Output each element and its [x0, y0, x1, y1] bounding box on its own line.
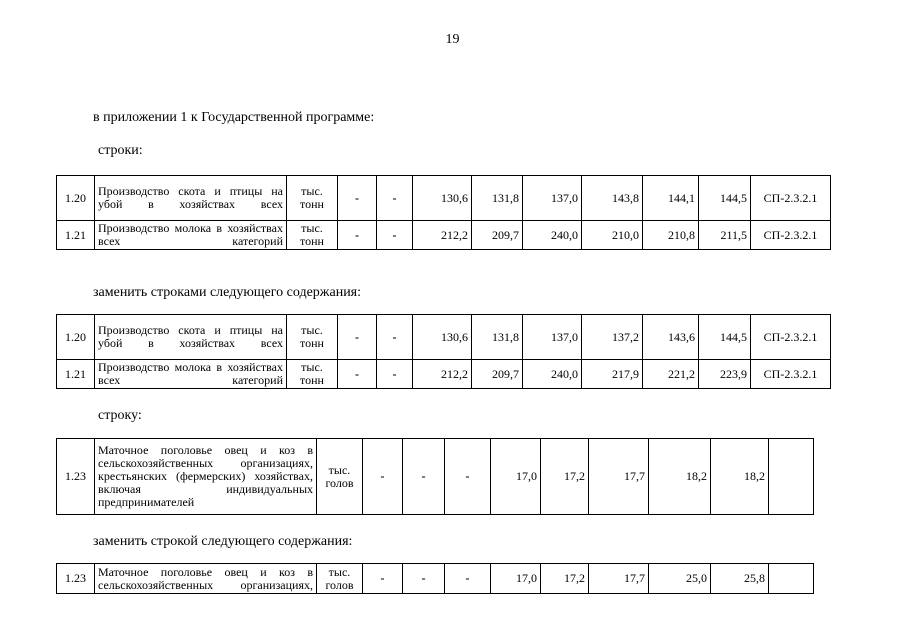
value-cell: 25,8 — [711, 564, 769, 594]
row-number: 1.23 — [57, 564, 95, 594]
row-number: 1.21 — [57, 360, 95, 389]
value-cell: 143,6 — [643, 315, 699, 360]
row-code — [769, 439, 814, 515]
row-unit: тыс. тонн — [287, 315, 338, 360]
value-cell: 212,2 — [413, 221, 472, 250]
value-cell: 212,2 — [413, 360, 472, 389]
row-number: 1.20 — [57, 315, 95, 360]
row-number: 1.20 — [57, 176, 95, 221]
value-cell: - — [363, 564, 403, 594]
value-cell: 131,8 — [472, 176, 523, 221]
intro-text: в приложении 1 к Государственной программе: — [93, 110, 375, 125]
value-cell: - — [445, 439, 491, 515]
value-cell: - — [377, 315, 413, 360]
table-row — [57, 221, 831, 250]
value-cell: 17,0 — [491, 564, 541, 594]
value-cell: - — [338, 315, 377, 360]
value-cell: 130,6 — [413, 176, 472, 221]
value-cell: 17,2 — [541, 439, 589, 515]
value-cell: - — [403, 564, 445, 594]
row-code: СП-2.3.2.1 — [751, 315, 831, 360]
row-number: 1.21 — [57, 221, 95, 250]
table-row — [57, 564, 814, 594]
value-cell: 209,7 — [472, 360, 523, 389]
value-cell: 221,2 — [643, 360, 699, 389]
row-number: 1.23 — [57, 439, 95, 515]
table-new-row — [56, 563, 814, 594]
value-cell: 17,0 — [491, 439, 541, 515]
table-new-rows — [56, 314, 831, 389]
value-cell: 210,0 — [582, 221, 643, 250]
row-description: Производство скота и птицы на убой в хозяйствах всех — [95, 315, 287, 360]
value-cell: - — [403, 439, 445, 515]
table-old-row — [56, 438, 814, 515]
value-cell: - — [377, 360, 413, 389]
value-cell: - — [377, 221, 413, 250]
value-cell: 240,0 — [523, 221, 582, 250]
row-unit: тыс. голов — [317, 564, 363, 594]
value-cell: 210,8 — [643, 221, 699, 250]
row-unit: тыс. тонн — [287, 221, 338, 250]
table-row — [57, 315, 831, 360]
row-unit: тыс. тонн — [287, 360, 338, 389]
label-replace-rows: заменить строками следующего содержания: — [93, 285, 362, 300]
value-cell: 18,2 — [711, 439, 769, 515]
value-cell: - — [363, 439, 403, 515]
value-cell: - — [338, 176, 377, 221]
row-description: Производство скота и птицы на убой в хозяйствах всех — [95, 176, 287, 221]
row-code — [769, 564, 814, 594]
value-cell: 211,5 — [699, 221, 751, 250]
value-cell: 131,8 — [472, 315, 523, 360]
value-cell: 144,1 — [643, 176, 699, 221]
table-old-rows — [56, 175, 831, 250]
row-description: Маточное поголовье овец и коз в сельскохозяйственных организациях, — [95, 564, 317, 594]
value-cell: 137,0 — [523, 315, 582, 360]
value-cell: - — [377, 176, 413, 221]
row-unit: тыс. тонн — [287, 176, 338, 221]
value-cell: 25,0 — [649, 564, 711, 594]
value-cell: - — [338, 221, 377, 250]
value-cell: 137,2 — [582, 315, 643, 360]
value-cell: 17,7 — [589, 564, 649, 594]
row-description: Производство молока в хозяйствах всех категорий — [95, 221, 287, 250]
value-cell: - — [338, 360, 377, 389]
value-cell: 217,9 — [582, 360, 643, 389]
label-row: строку: — [98, 408, 142, 423]
value-cell: 143,8 — [582, 176, 643, 221]
row-unit: тыс. голов — [317, 439, 363, 515]
table-row — [57, 176, 831, 221]
value-cell: 144,5 — [699, 315, 751, 360]
table-row — [57, 360, 831, 389]
row-code: СП-2.3.2.1 — [751, 221, 831, 250]
row-code: СП-2.3.2.1 — [751, 360, 831, 389]
value-cell: 18,2 — [649, 439, 711, 515]
value-cell: 209,7 — [472, 221, 523, 250]
value-cell: - — [445, 564, 491, 594]
value-cell: 144,5 — [699, 176, 751, 221]
row-code: СП-2.3.2.1 — [751, 176, 831, 221]
value-cell: 17,2 — [541, 564, 589, 594]
page-number: 19 — [445, 32, 460, 47]
value-cell: 240,0 — [523, 360, 582, 389]
row-description: Маточное поголовье овец и коз в сельскохозяйственных организациях, крестьянских (фермерских) хозяйствах, включая индивидуальных предпринимателей — [95, 439, 317, 515]
row-description: Производство молока в хозяйствах всех категорий — [95, 360, 287, 389]
label-rows: строки: — [98, 143, 143, 158]
table-row — [57, 439, 814, 515]
value-cell: 137,0 — [523, 176, 582, 221]
label-replace-row: заменить строкой следующего содержания: — [93, 534, 353, 549]
value-cell: 223,9 — [699, 360, 751, 389]
value-cell: 130,6 — [413, 315, 472, 360]
value-cell: 17,7 — [589, 439, 649, 515]
